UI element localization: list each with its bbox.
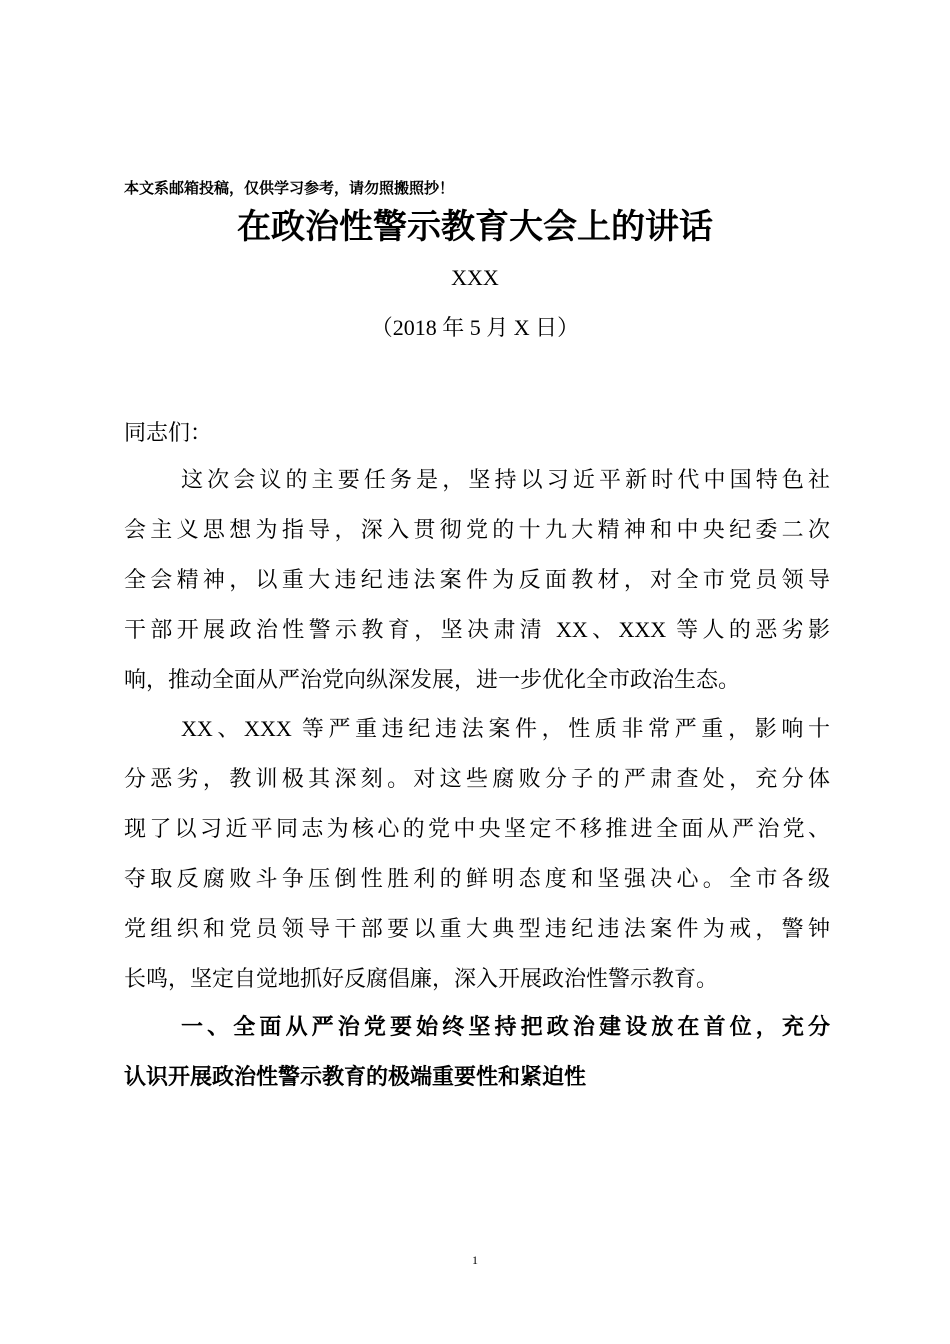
document-title: 在政治性警示教育大会上的讲话	[237, 207, 713, 247]
paragraph-line: 长鸣，坚定自觉地抓好反腐倡廉，深入开展政治性警示教育。	[124, 966, 719, 991]
heading-line: 认识开展政治性警示教育的极端重要性和紧迫性	[124, 1065, 587, 1090]
paragraph-line: 这次会议的主要任务是，坚持以习近平新时代中国特色社	[181, 467, 830, 492]
page-number: 1	[472, 1253, 478, 1267]
submission-notice: 本文系邮箱投稿，仅供学习参考，请勿照搬照抄！	[124, 179, 455, 197]
speech-date: （2018 年 5 月 X 日）	[370, 315, 580, 340]
paragraph-line: 夺取反腐败斗争压倒性胜利的鲜明态度和坚强决心。全市各级	[124, 866, 830, 891]
heading-line: 一、全面从严治党要始终坚持把政治建设放在首位，充分	[181, 1015, 830, 1040]
speaker-name: XXX	[451, 265, 499, 290]
paragraph-line: XX、XXX 等严重违纪违法案件，性质非常严重，影响十	[181, 716, 830, 741]
paragraph-line: 会主义思想为指导，深入贯彻党的十九大精神和中央纪委二次	[124, 517, 830, 542]
paragraph-line: 全会精神，以重大违纪违法案件为反面教材，对全市党员领导	[124, 567, 830, 592]
paragraph-line: 响，推动全面从严治党向纵深发展，进一步优化全市政治生态。	[124, 667, 741, 692]
paragraph-line: 现了以习近平同志为核心的党中央坚定不移推进全面从严治党、	[124, 816, 830, 841]
paragraph-line: 干部开展政治性警示教育，坚决肃清 XX、XXX 等人的恶劣影	[124, 617, 830, 642]
paragraph-line: 党组织和党员领导干部要以重大典型违纪违法案件为戒，警钟	[124, 916, 830, 941]
salutation: 同志们：	[124, 420, 213, 445]
paragraph-line: 分恶劣，教训极其深刻。对这些腐败分子的严肃查处，充分体	[124, 766, 830, 791]
